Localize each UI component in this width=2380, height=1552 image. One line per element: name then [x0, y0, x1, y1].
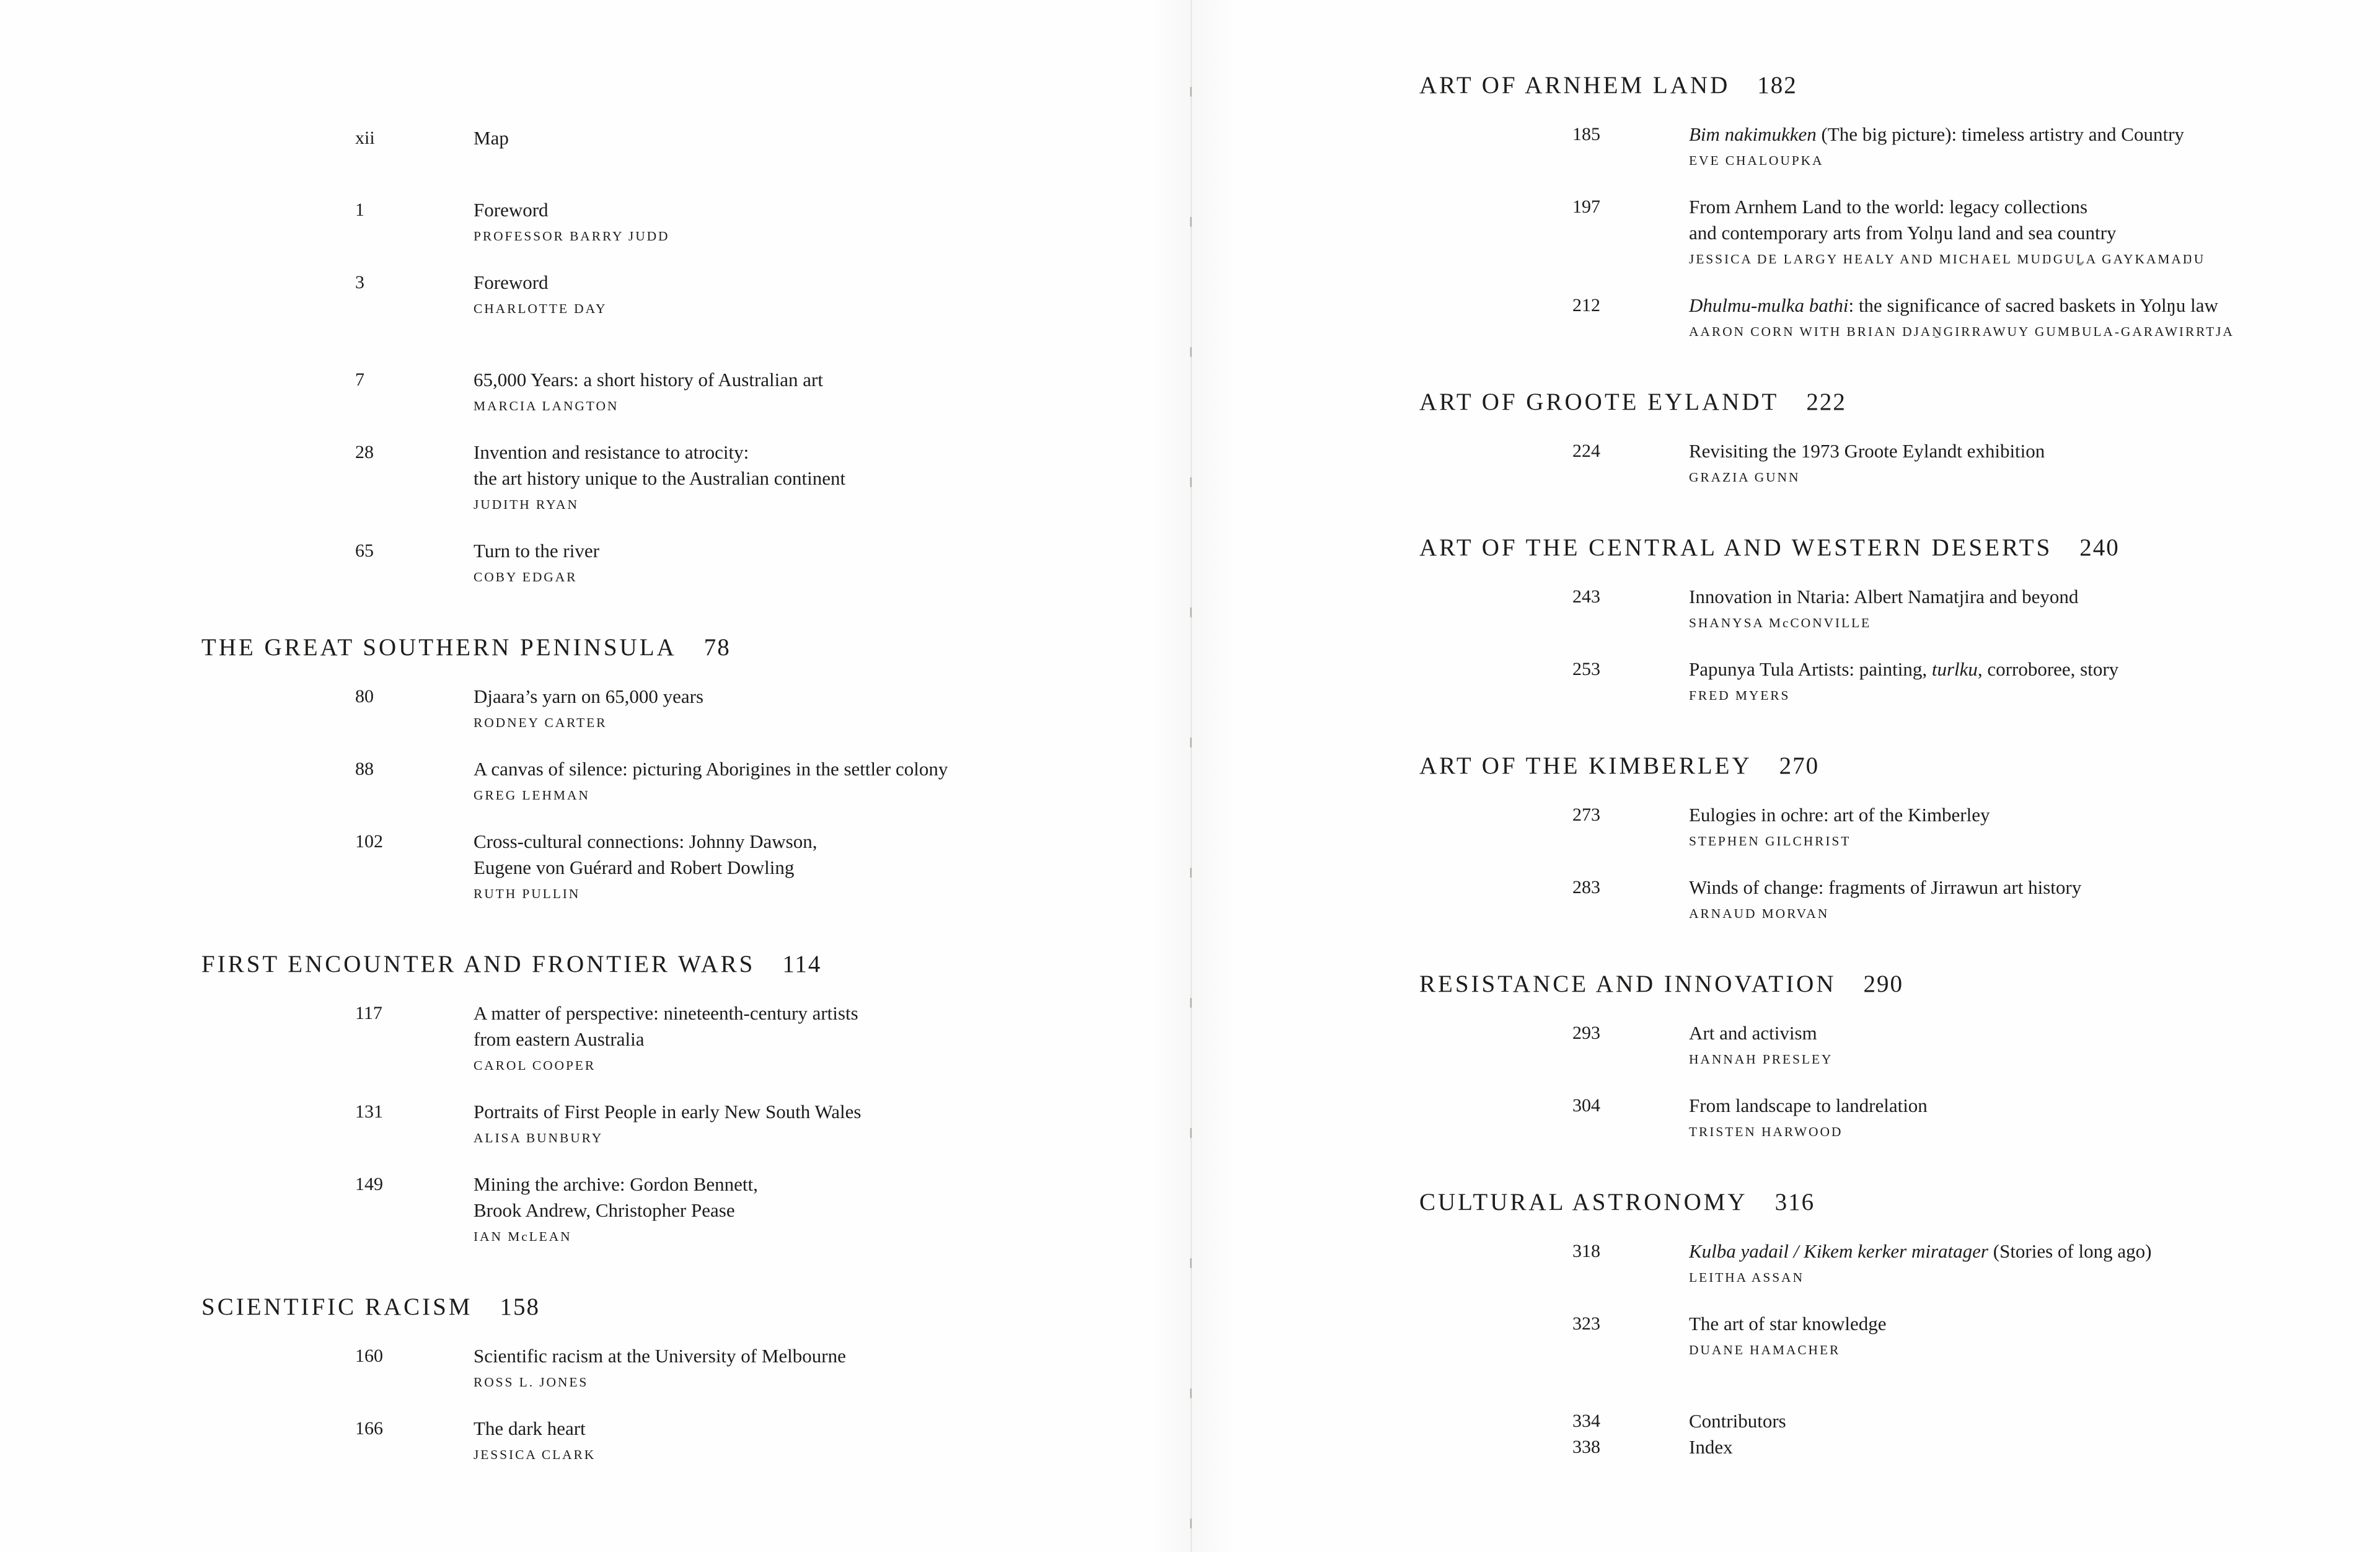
entry-author: RODNEY CARTER	[474, 715, 607, 730]
entry-author: SHANYSA McCONVILLE	[1689, 615, 1872, 630]
entry-author: AARON CORN WITH BRIAN DJAṈGIRRAWUY GUMBULA-GARAWIRRTJA	[1689, 324, 2234, 339]
entry-body	[1689, 802, 2380, 853]
section-heading-label: ART OF THE KIMBERLEY	[1419, 752, 1752, 779]
entry-title-line	[1689, 1408, 2380, 1434]
entry-body	[474, 197, 1190, 249]
entry-page-number: 318	[1572, 1241, 1600, 1261]
entry-title-segment: from eastern Australia	[474, 1028, 645, 1050]
toc-entry	[1572, 802, 2380, 853]
toc-page-right	[1190, 0, 2380, 1552]
entry-body	[474, 1000, 1190, 1078]
entry-title-line	[1689, 1434, 2380, 1460]
entry-title-segment: : the significance of sacred baskets in Yolŋu law	[1848, 294, 2218, 316]
entry-body	[1689, 1238, 2380, 1290]
entry-title-segment: Winds of change: fragments of Jirrawun art history	[1689, 876, 2082, 898]
toc-entry	[355, 367, 1190, 418]
section-heading-pagenum: 78	[703, 634, 731, 661]
entry-title-line	[474, 125, 1190, 151]
entry-title-italic-segment: Kulba yadail / Kikem kerker miratager	[1689, 1240, 1988, 1262]
entry-title-italic-segment: Bim nakimukken	[1689, 123, 1817, 145]
entry-body	[474, 756, 1190, 808]
toc-entry	[355, 1099, 1190, 1150]
stitch-mark	[1190, 1388, 1192, 1398]
entry-author: EVE CHALOUPKA	[1689, 153, 1824, 168]
toc-entry	[355, 1343, 1190, 1395]
section-heading	[1419, 750, 2380, 782]
toc-entry	[355, 125, 1190, 151]
entry-author: DUANE HAMACHER	[1689, 1343, 1841, 1357]
entry-body	[474, 270, 1190, 321]
entry-title-segment: the art history unique to the Australian continent	[474, 467, 846, 489]
entry-body	[1689, 438, 2380, 490]
entry-author: STEPHEN GILCHRIST	[1689, 834, 1851, 849]
entry-page-number: 253	[1572, 659, 1600, 679]
entry-title-line	[1689, 1093, 2380, 1119]
entry-body	[1689, 875, 2380, 926]
entry-title-line	[1689, 802, 2380, 828]
section-heading	[1419, 532, 2380, 564]
stitch-mark	[1190, 868, 1192, 878]
entry-title-line	[1689, 875, 2380, 901]
section-heading-label: THE GREAT SOUTHERN PENINSULA	[201, 634, 677, 661]
entry-body	[474, 1171, 1190, 1249]
entry-body	[474, 1099, 1190, 1150]
toc-entry	[1572, 875, 2380, 926]
stitch-mark	[1190, 1128, 1192, 1138]
toc-entry	[355, 538, 1190, 589]
entry-title-segment: Cross-cultural connections: Johnny Dawson,	[474, 831, 818, 852]
entry-title-line	[474, 855, 1190, 881]
section-heading-pagenum: 182	[1757, 72, 1797, 99]
entry-title-segment: Invention and resistance to atrocity:	[474, 441, 749, 463]
stitch-mark	[1190, 1258, 1192, 1268]
toc-entry	[1572, 438, 2380, 490]
section-heading	[1419, 968, 2380, 1000]
toc-entry	[1572, 1238, 2380, 1290]
stitch-mark	[1190, 87, 1192, 97]
entry-page-number: 88	[355, 759, 374, 779]
section-heading-label: FIRST ENCOUNTER AND FRONTIER WARS	[201, 951, 756, 977]
entry-page-number: 149	[355, 1174, 383, 1194]
entry-page-number: 304	[1572, 1095, 1600, 1116]
entry-page-number: 338	[1572, 1437, 1600, 1457]
entry-title-line	[474, 1197, 1190, 1224]
entry-body	[1689, 584, 2380, 635]
stitch-mark	[1190, 477, 1192, 487]
section-heading-pagenum: 290	[1863, 971, 1904, 997]
entry-author: IAN McLEAN	[474, 1229, 572, 1244]
toc-entry	[1572, 656, 2380, 708]
entry-page-number: xii	[355, 128, 375, 148]
entry-body	[474, 538, 1190, 589]
toc-entry	[1572, 1020, 2380, 1072]
entry-page-number: 1	[355, 200, 364, 220]
entry-page-number: 28	[355, 442, 374, 462]
entry-title-segment: Art and activism	[1689, 1022, 1817, 1044]
entry-title-segment: and contemporary arts from Yolŋu land and sea country	[1689, 222, 2117, 244]
entry-author: JUDITH RYAN	[474, 497, 579, 512]
entry-page-number: 224	[1572, 441, 1600, 461]
entry-page-number: 323	[1572, 1313, 1600, 1334]
entry-body	[474, 367, 1190, 418]
entry-author: COBY EDGAR	[474, 570, 578, 584]
toc-entry	[355, 197, 1190, 249]
entry-title-line	[474, 1171, 1190, 1197]
entry-body	[474, 1343, 1190, 1395]
toc-entry	[355, 684, 1190, 735]
toc-entry	[355, 1000, 1190, 1078]
entry-title-segment: Papunya Tula Artists: painting,	[1689, 658, 1932, 680]
entry-page-number: 283	[1572, 877, 1600, 897]
entry-body	[1689, 1408, 2380, 1434]
entry-title-segment: From landscape to landrelation	[1689, 1095, 1928, 1116]
entry-body	[1689, 194, 2380, 271]
entry-title-segment: (The big picture): timeless artistry and Country	[1816, 123, 2184, 145]
entry-page-number: 243	[1572, 586, 1600, 607]
section-heading-pagenum: 316	[1774, 1189, 1815, 1215]
section-heading	[201, 948, 1190, 981]
entry-title-line	[474, 1416, 1190, 1442]
entry-title-line	[474, 538, 1190, 564]
entry-title-line	[474, 367, 1190, 393]
entry-author: MARCIA LANGTON	[474, 399, 619, 413]
entry-body	[474, 829, 1190, 906]
entry-title-segment: Revisiting the 1973 Groote Eylandt exhibition	[1689, 440, 2045, 462]
entry-title-line	[1689, 194, 2380, 220]
entry-body	[1689, 1311, 2380, 1362]
section-heading-pagenum: 158	[500, 1294, 540, 1320]
entry-page-number: 293	[1572, 1023, 1600, 1043]
entry-title-segment: Innovation in Ntaria: Albert Namatjira and beyond	[1689, 586, 2079, 607]
toc-entry	[1572, 293, 2380, 344]
entry-title-line	[1689, 220, 2380, 246]
section-heading-label: ART OF GROOTE EYLANDT	[1419, 389, 1779, 415]
stitch-mark	[1190, 1519, 1192, 1528]
section-heading-pagenum: 222	[1806, 389, 1846, 415]
entry-title-segment: Contributors	[1689, 1410, 1786, 1432]
stitch-mark	[1190, 347, 1192, 357]
entry-title-line	[1689, 1238, 2380, 1264]
entry-body	[1689, 1093, 2380, 1144]
entry-title-line	[474, 1026, 1190, 1052]
entry-title-line	[474, 1000, 1190, 1026]
entry-title-segment: Map	[474, 127, 509, 149]
entry-title-segment: Foreword	[474, 199, 549, 221]
toc-entry	[355, 270, 1190, 321]
entry-author: LEITHA ASSAN	[1689, 1270, 1804, 1285]
entry-body	[1689, 656, 2380, 708]
entry-body	[474, 684, 1190, 735]
entry-title-line	[474, 197, 1190, 223]
entry-title-segment: A canvas of silence: picturing Aborigines in the settler colony	[474, 758, 948, 780]
entry-page-number: 80	[355, 686, 374, 707]
section-heading	[1419, 386, 2380, 418]
entry-page-number: 334	[1572, 1411, 1600, 1431]
entry-title-segment: Turn to the river	[474, 540, 599, 562]
stitch-mark	[1190, 217, 1192, 227]
entry-author: JESSICA DE LARGY HEALY AND MICHAEL MUŊGUḺA GAYKAMAŊU	[1689, 252, 2206, 267]
entry-body	[474, 439, 1190, 517]
entry-title-segment: Brook Andrew, Christopher Pease	[474, 1199, 735, 1221]
entry-title-line	[1689, 121, 2380, 148]
toc-entry	[1572, 584, 2380, 635]
entry-body	[1689, 293, 2380, 344]
section-heading	[1419, 69, 2380, 102]
entry-title-segment: 65,000 Years: a short history of Australian art	[474, 369, 823, 390]
toc-entry	[1572, 1093, 2380, 1144]
entry-title-segment: Index	[1689, 1436, 1733, 1458]
entry-title-segment: From Arnhem Land to the world: legacy collections	[1689, 196, 2088, 218]
toc-entry	[355, 439, 1190, 517]
section-heading-label: RESISTANCE AND INNOVATION	[1419, 971, 1836, 997]
entry-author: PROFESSOR BARRY JUDD	[474, 229, 670, 244]
entry-title-segment: Djaara’s yarn on 65,000 years	[474, 686, 704, 707]
toc-entry	[355, 1171, 1190, 1249]
entry-title-line	[474, 756, 1190, 782]
stitch-mark	[1190, 607, 1192, 617]
entry-body	[1689, 1020, 2380, 1072]
toc-entry	[355, 756, 1190, 808]
entry-title-segment: Foreword	[474, 271, 549, 293]
entry-author: CAROL COOPER	[474, 1058, 596, 1073]
entry-page-number: 185	[1572, 124, 1600, 144]
entry-page-number: 7	[355, 369, 364, 390]
entry-title-line	[1689, 438, 2380, 464]
entry-author: HANNAH PRESLEY	[1689, 1052, 1833, 1067]
entry-body	[1689, 1434, 2380, 1460]
entry-author: ARNAUD MORVAN	[1689, 906, 1830, 921]
entry-page-number: 212	[1572, 295, 1600, 315]
toc-entry	[355, 829, 1190, 906]
entry-title-line	[1689, 1020, 2380, 1046]
entry-title-line	[1689, 656, 2380, 682]
section-heading	[201, 1291, 1190, 1323]
entry-title-line	[1689, 293, 2380, 319]
stitch-mark	[1190, 738, 1192, 747]
entry-page-number: 273	[1572, 805, 1600, 825]
toc-entry	[1572, 1408, 2380, 1434]
entry-author: FRED MYERS	[1689, 688, 1791, 703]
entry-title-segment: Scientific racism at the University of Melbourne	[474, 1345, 846, 1367]
entry-title-segment: Mining the archive: Gordon Bennett,	[474, 1173, 758, 1195]
entry-title-segment: The art of star knowledge	[1689, 1313, 1887, 1334]
entry-title-segment: (Stories of long ago)	[1988, 1240, 2152, 1262]
toc-entry	[355, 1416, 1190, 1467]
toc-entry	[1572, 121, 2380, 173]
entry-title-line	[1689, 1311, 2380, 1337]
entry-page-number: 102	[355, 831, 383, 852]
entry-page-number: 117	[355, 1003, 382, 1023]
entry-page-number: 166	[355, 1418, 383, 1439]
toc-entry	[1572, 194, 2380, 271]
entry-title-segment: Eulogies in ochre: art of the Kimberley	[1689, 804, 1990, 826]
toc-entry	[1572, 1311, 2380, 1362]
entry-title-line	[474, 439, 1190, 465]
entry-title-line	[474, 1343, 1190, 1369]
page-gutter-binding	[1191, 0, 1192, 1552]
entry-author: JESSICA CLARK	[474, 1447, 596, 1462]
entry-body	[474, 125, 1190, 151]
entry-author: GREG LEHMAN	[474, 788, 590, 803]
section-heading-label: ART OF ARNHEM LAND	[1419, 72, 1730, 99]
section-heading-pagenum: 114	[782, 951, 822, 977]
section-heading	[201, 632, 1190, 664]
entry-title-segment: A matter of perspective: nineteenth-century artists	[474, 1002, 858, 1024]
entry-body	[474, 1416, 1190, 1467]
entry-author: GRAZIA GUNN	[1689, 470, 1800, 485]
entry-author: CHARLOTTE DAY	[474, 301, 607, 316]
entry-title-line	[1689, 584, 2380, 610]
section-heading-pagenum: 240	[2079, 534, 2120, 561]
section-heading-label: CULTURAL ASTRONOMY	[1419, 1189, 1748, 1215]
section-heading-label: SCIENTIFIC RACISM	[201, 1294, 473, 1320]
entry-title-line	[474, 270, 1190, 296]
stitch-mark	[1190, 998, 1192, 1008]
entry-title-line	[474, 829, 1190, 855]
entry-title-italic-segment: Dhulmu-mulka bathi	[1689, 294, 1849, 316]
entry-page-number: 3	[355, 272, 364, 293]
entry-body	[1689, 121, 2380, 173]
entry-author: ROSS L. JONES	[474, 1375, 589, 1390]
entry-page-number: 160	[355, 1346, 383, 1366]
entry-title-segment: The dark heart	[474, 1418, 586, 1439]
section-heading-pagenum: 270	[1779, 752, 1820, 779]
entry-title-line	[474, 684, 1190, 710]
entry-title-segment: Eugene von Guérard and Robert Dowling	[474, 857, 795, 878]
entry-title-segment: Portraits of First People in early New South Wales	[474, 1101, 862, 1122]
entry-title-line	[474, 465, 1190, 492]
entry-page-number: 197	[1572, 196, 1600, 217]
entry-page-number: 131	[355, 1101, 383, 1122]
entry-page-number: 65	[355, 540, 374, 561]
section-heading-label: ART OF THE CENTRAL AND WESTERN DESERTS	[1419, 534, 2053, 561]
toc-entry	[1572, 1434, 2380, 1460]
section-heading	[1419, 1186, 2380, 1219]
entry-title-segment: , corroboree, story	[1977, 658, 2119, 680]
entry-author: ALISA BUNBURY	[474, 1131, 604, 1145]
entry-title-italic-segment: turlku	[1931, 658, 1978, 680]
entry-author: RUTH PULLIN	[474, 886, 581, 901]
entry-title-line	[474, 1099, 1190, 1125]
entry-author: TRISTEN HARWOOD	[1689, 1124, 1843, 1139]
